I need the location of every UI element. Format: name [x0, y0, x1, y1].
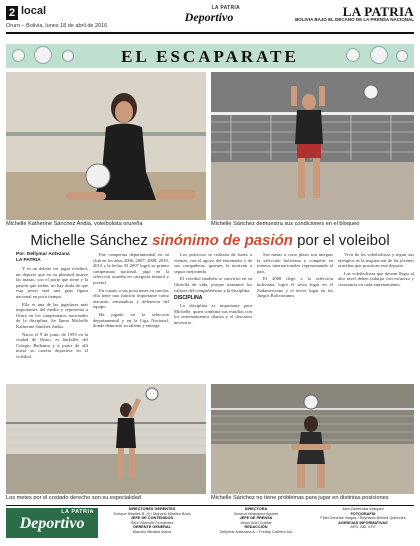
deportivo-logo [178, 5, 240, 24]
credit-names: Jesús Ariel Cuéllar [240, 520, 272, 525]
byline-outlet: LA PATRIA [16, 258, 41, 263]
article-paragraph: Ha jugado en la selección departamental y en la Liga Nacional, donde demostró su talento y entrega. [93, 311, 169, 329]
credit-names: APG, ABI, EFE [350, 525, 376, 530]
headline-accent: sinónimo de pasión [152, 232, 293, 249]
credit-role: GERENTE GENERAL [133, 525, 171, 530]
article-paragraph: El 2008 llegó a la selección boliviana, logró el sexto lugar en el Sudamericano y el tercer lugar en los Juegos Bolivarianos. [257, 276, 333, 299]
article-paragraph: El voleibol también se convirtió en su filosofía de vida, porque transmite los valores del compañerismo y la disciplina. [174, 276, 252, 293]
credit-role: DIRECTORA [244, 507, 268, 511]
caption-top-right: Michelle Sánchez demuestra sus condiciones en el bloqueo [211, 221, 360, 227]
newspaper-subtitle: BOLIVIA BAJO EL DECANO DE LA PRENSA NACIONAL [295, 17, 414, 22]
credit-role: REDACCIÓN [244, 525, 268, 530]
credits-column-3 [312, 507, 414, 530]
credit-entry [206, 525, 306, 534]
banner-title: EL ESCAPARATE [121, 47, 299, 66]
credit-role: JEFE DE PRENSA [239, 516, 273, 521]
credit-role: JEFE DE CONTENIDOS [130, 516, 174, 521]
credit-entry [206, 507, 306, 516]
credit-entry [312, 512, 414, 521]
article-paragraph: En cuanto a sus posiciones en cancha, ella tiene una función importante como atacante, rematadora y defensora del equipo. [93, 287, 169, 310]
byline-author: Por: Dellymar Antezana [16, 252, 70, 257]
article-paragraph: Los prácticos se realizan de lunes a viernes, con el apoyo del entrenador y de sus compañeras, quienes la motivan a seguir mejorando. [174, 252, 252, 274]
headline-part1: Michelle Sánchez [30, 232, 153, 249]
credit-names: Alex Zambrana Vásquez [342, 507, 384, 511]
credit-role: AGENCIAS INFORMATIVAS [338, 520, 388, 525]
footer-logo-main: Deportivo [19, 515, 85, 532]
photo-player-blocking-art [211, 72, 414, 220]
credit-entry [104, 525, 200, 534]
caption-top-left: Michelle Katherine Sánchez Andia, voleibolista orureña [6, 221, 143, 227]
credit-entry [206, 516, 306, 525]
article-subhead: DISCIPLINA [174, 295, 203, 302]
footer-logo [6, 508, 98, 538]
credit-names: Raúl Villarroel Fernández [130, 520, 174, 525]
article-column-1 [16, 266, 88, 379]
photo-player-blocking [211, 72, 414, 220]
article-paragraph: Fue campeona departamental en su club en los años 2006, 2007, 2008, 2010, 2012 y la fecha. El 2007 logró su primer campeonato nacional, jugó en la selección orureña en categoría infantil y juvenil. [93, 252, 169, 285]
credit-names: Ximena Velásquez Aguirre [233, 511, 279, 516]
article-column-4 [257, 252, 333, 379]
deportivo-logo-top: LA PATRIA [211, 5, 240, 11]
credit-names: Enrique Miralles B. (f) / Marcelo Miralles Bova [113, 511, 191, 516]
credit-names: Marcelo Miralles Ibarra [132, 529, 172, 534]
dateline: Oruro – Bolivia, lunes 18 de abril de 2016 [6, 23, 108, 29]
section-name: local [21, 5, 47, 17]
photo-player-dig [211, 384, 414, 494]
article-column-5 [338, 252, 414, 379]
credit-names: Dellymar Antezana A. / Freddy Cabrera Ulo [219, 529, 293, 534]
credit-role: FOTOGRAFÍA [350, 511, 376, 516]
page-number: 2 [6, 6, 18, 20]
footer-logo-top: LA PATRIA [61, 509, 94, 515]
caption-bottom-right: Michelle Sánchez no tiene problemas para jugar en distintas posiciones [211, 495, 389, 501]
headline-part2: por el voleibol [292, 232, 390, 249]
article-paragraph: La disciplina es importante para Michelle, quien combina sus estudios con los entrenamientos diarios y el descanso necesario. [174, 303, 252, 325]
credit-entry [312, 521, 414, 530]
headline [6, 232, 414, 249]
credit-entry [104, 516, 200, 525]
article-paragraph: Vivir de los voleibolistas y seguir sus ejemplos es la inspiración de las jóvenes orureñas que practican este deporte. [338, 252, 414, 269]
photo-player-dig-art [211, 384, 414, 494]
deportivo-logo-main: Deportivo [184, 10, 234, 24]
photo-player-seated-art [6, 72, 206, 220]
caption-bottom-left: Los metes por el costado derecho son su especialidad [6, 495, 141, 501]
article-column-2 [93, 252, 169, 379]
credit-entry [104, 507, 200, 516]
photo-player-spike [6, 384, 206, 494]
photo-player-spike-art [6, 384, 206, 494]
article-paragraph: Las voleibolistas que desean llegar al alto nivel deben trabajar con esfuerzo y constancia en cada entrenamiento. [338, 270, 414, 287]
article-column-3 [174, 252, 252, 379]
article-paragraph: Y es un deleite ver jugar voleibol, un deporte que en su plenitud mueve las masas; con el porte que tiene y la pasión que siente, no hay duda de que esta joven será una gran figura nacional en poco tiempo. [16, 266, 88, 299]
photo-player-seated [6, 72, 206, 220]
article-paragraph: Nació el 9 de junio de 1993 en la ciudad de Oruro, es bachiller del Colegio Bethania y a partir de allí inició su carrera deportiva en el voleibol. [16, 331, 88, 359]
article-paragraph: Sus metas a corto plazo son integrar la selección boliviana y competir en torneos internacionales representando al país. [257, 252, 333, 274]
credits-column-1 [104, 507, 200, 535]
byline [16, 252, 70, 264]
credit-role: DIRECTORES GERENTES [128, 507, 176, 511]
credits-column-2 [206, 507, 306, 535]
article-paragraph: Ella es una de las jugadoras más importantes del medio y representa a Oruro en los campeonatos nacionales de la disciplina. Se llama Michelle Katherine Sánchez Andia. [16, 301, 88, 329]
credit-names: Fidel Canelas Vargas / Reynaldo Bellota Quiñones [320, 516, 406, 521]
escaparate-banner [6, 44, 414, 68]
newspaper-name: LA PATRIA [342, 4, 414, 19]
header-rule [6, 32, 414, 34]
